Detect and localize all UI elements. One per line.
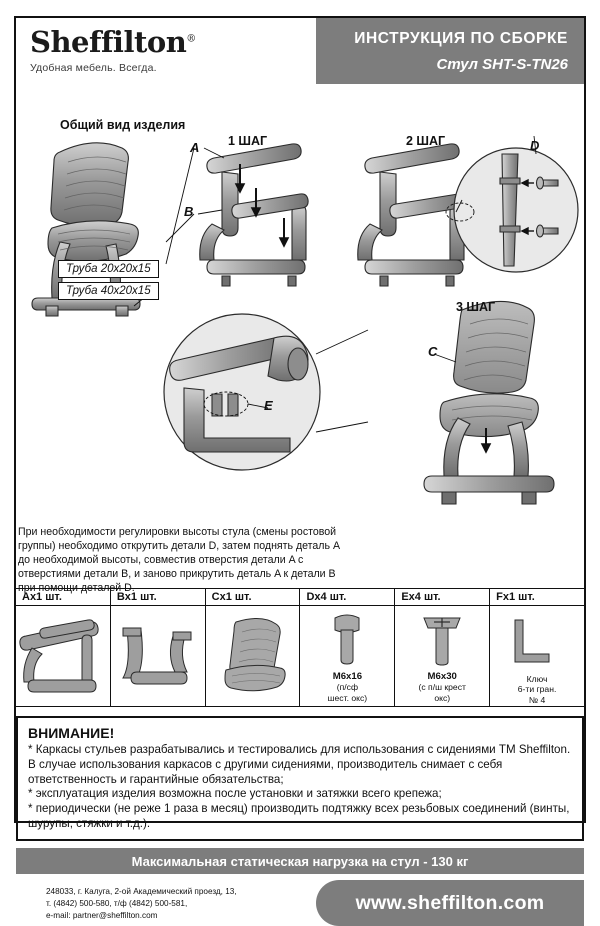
brand-name (30, 25, 316, 59)
part-c-header: Cх1 шт. (206, 589, 300, 606)
part-f-desc1: Ключ (526, 674, 548, 685)
warning-line-1: * Каркасы стульев разрабатывались и тестировались для использования с сидениями ТМ Sheffilton. В случае использования каркасов с другими сидениями, производитель снимает с себя ответственность и гарантийные обязательства; (28, 743, 571, 786)
part-e-image (395, 608, 489, 707)
part-e-header: Eх4 шт. (395, 589, 489, 606)
tube-label-2: Труба 40х20х15 (58, 282, 159, 300)
part-e-desc2: окс) (434, 692, 451, 703)
warning-box (16, 716, 584, 841)
part-b (111, 589, 206, 706)
callout-c: C (428, 344, 438, 359)
drawings-area (16, 92, 584, 522)
callout-e: E (264, 398, 273, 413)
warning-line-3: * периодически (не реже 1 раза в месяц) производить подтяжку всех резьбовых соединений (винты, шурупы, стяжки и т.д.). (28, 802, 570, 831)
assembly-illustrations (16, 92, 584, 522)
part-e-size: М6х30 (427, 670, 457, 682)
overview-title: Общий вид изделия (60, 118, 186, 132)
part-d-desc1: (п/сф (336, 682, 359, 693)
part-b-image (111, 606, 205, 705)
warning-line-2: * эксплуатация изделия возможна после установки и затяжки всего крепежа; (28, 787, 442, 801)
part-d-header: Dх4 шт. (300, 589, 394, 606)
header (16, 18, 584, 84)
part-f-image (490, 610, 584, 709)
footer (16, 880, 584, 926)
step-1-title: 1 ШАГ (228, 134, 268, 148)
part-d-size: М6х16 (332, 670, 363, 682)
part-f-desc2: 6-ти гран. (517, 684, 557, 695)
website-url[interactable]: www.sheffilton.com (316, 880, 584, 926)
part-d-image (300, 608, 394, 707)
callout-a: A (190, 140, 200, 155)
company-address (16, 880, 316, 926)
part-f-desc3: № 4 (528, 694, 546, 705)
address-line-3: e-mail: partner@sheffilton.com (46, 910, 158, 920)
registered-mark: ® (186, 33, 196, 45)
parts-table (16, 588, 584, 707)
part-a (16, 589, 111, 706)
product-model: Стул SHT-S-TN26 (436, 55, 568, 73)
step-2-title: 2 ШАГ (406, 134, 446, 148)
part-c (206, 589, 301, 706)
part-a-header: Aх1 шт. (16, 589, 110, 606)
brand-name-text: Sheffilton (30, 25, 187, 59)
warning-title: ВНИМАНИЕ! (28, 725, 115, 741)
callout-d: D (530, 138, 540, 153)
part-f-caption (490, 674, 584, 705)
part-d-caption (300, 671, 394, 703)
part-e-desc1: (с п/ш крест (418, 682, 466, 693)
part-f-header: Fх1 шт. (490, 589, 584, 606)
max-load-bar: Максимальная статическая нагрузка на стул - 130 кг (16, 848, 584, 874)
callout-b: B (184, 204, 194, 219)
header-banner (316, 18, 584, 84)
document-title: ИНСТРУКЦИЯ ПО СБОРКЕ (354, 29, 568, 47)
address-line-1: 248033, г. Калуга, 2-ой Академический проезд, 13, (46, 887, 237, 896)
part-d-desc2: шест. окс) (327, 692, 368, 703)
brand-tagline: Удобная мебель. Всегда. (30, 62, 157, 74)
part-e (395, 589, 490, 706)
address-line-2: т. (4842) 500-580, т/ф (4842) 500-581, (46, 898, 188, 908)
part-d (300, 589, 395, 706)
part-b-header: Bх1 шт. (111, 589, 205, 606)
step-3-title: 3 ШАГ (456, 300, 496, 314)
part-f (490, 589, 584, 706)
brand-logo (16, 18, 316, 84)
part-a-image (16, 606, 110, 705)
part-e-caption (395, 671, 489, 703)
height-adjust-note: При необходимости регулировки высоты стула (смены ростовой группы) необходимо открутить детали D, затем поднять деталь A до необходимой высоты, совместив отверстия детали A с отверстиями детали B, и заново прикрутить деталь A к детали B при помощи деталей D. (18, 526, 340, 594)
tube-label-1: Труба 20х20х15 (58, 260, 159, 278)
part-c-image (206, 606, 300, 705)
